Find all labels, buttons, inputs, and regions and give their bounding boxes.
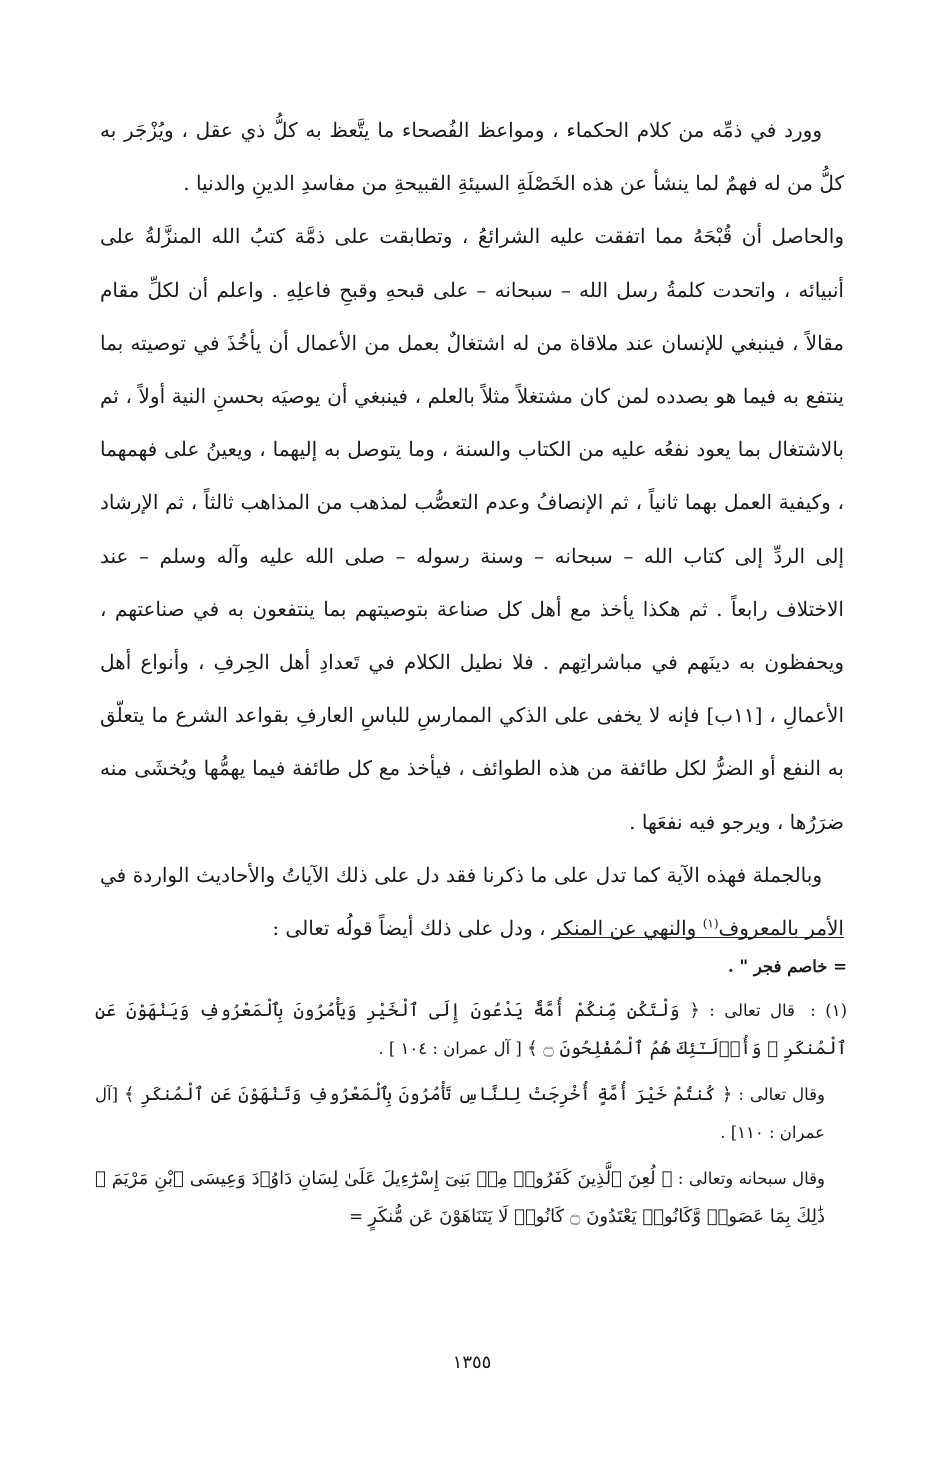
continuation-mark: = <box>349 1207 364 1226</box>
page-number: ١٣٥٥ <box>452 1352 492 1373</box>
quran-verse: ﴿ لُعِنَ ٱلَّذِينَ كَفَرُوا۟ مِنۢ بَنِىٓ إِسْرَٰٓءِيلَ عَلَىٰ لِسَانِ دَاوُۥدَ وَعِيسَى ٱبْنِ مَرْيَمَ ۚ ذَٰلِكَ بِمَا عَصَوا۟ وَّكَانُوا۟ يَعْتَدُونَ ۝ كَانُوا۟ لَا يَتَنَاهَوْنَ عَن مُّنكَرٍ <box>95 1168 825 1227</box>
footnote-item <box>95 1076 847 1152</box>
footnote-divider <box>554 937 844 938</box>
footnote-number: (١) : <box>810 1001 847 1020</box>
paragraph-3-end: والنهي عن المنكر ، ودل على ذلك أيضاً قولُه تعالى : <box>272 916 697 941</box>
main-text <box>100 104 844 955</box>
footnote-intro: قال تعالى : <box>709 1001 795 1020</box>
verse-reference: [ آل عمران : ١٠٤ ] . <box>378 1039 522 1058</box>
footnotes-section <box>95 948 847 1244</box>
footnote-item <box>95 1160 847 1236</box>
footnote-item <box>95 992 847 1068</box>
footnote-intro: وقال سبحانه وتعالى : <box>677 1169 825 1188</box>
paragraph-3 <box>100 849 844 955</box>
paragraph-3-text: وبالجملة فهذه الآية كما تدل على ما ذكرنا فقد دل على ذلك الآياتُ والأحاديث الواردة في الأمر بالمعروف <box>100 862 844 941</box>
paragraph-2: والحاصل أن قُبْحَهُ مما اتفقت عليه الشرائعُ ، وتطابقت على ذمَّة كتبُ الله المنزَّلةُ على أنبيائه ، واتحدت كلمةُ رسل الله – سبحانه – على قبحهِ وقبحِ فاعلِهِ . واعلم أن لكلِّ مقام مقالاً ، فينبغي للإنسان عند ملاقاة من له اشتغالٌ بعمل من الأعمال أن يأخُذَ في توصيته بما ينتفع به فيما هو بصدده لمن كان مشتغلاً مثلاً بالعلم ، فينبغي أن يوصيَه بحسنِ النية أولاً ، ثم بالاشتغال بما يعود نفعُه عليه من الكتاب والسنة ، وما يتوصل به إليهما ، ويعينُ على فهمهما ، وكيفية العمل بهما ثانياً ، ثم الإنصافُ وعدم التعصُّب لمذهب من المذاهب ثالثاً ، ثم الإرشاد إلى الردِّ إلى كتاب الله – سبحانه – وسنة رسوله – صلى الله عليه وآله وسلم – عند الاختلاف رابعاً . ثم هكذا يأخذ مع أهل كل صناعة بتوصيتهم بما ينتفعون به في صناعتهم ، ويحفظون به دينَهم في مباشراتِهم . فلا نطيل الكلام في تَعدادِ أهل الحِرفِ ، وأنواع أهل الأعمالِ ، [١١ب] فإنه لا يخفى على الذكي الممارسِ للباسِ العارفِ بقواعد الشرع ما يتعلّق به النفع أو الضرُّ لكل طائفة من هذه الطوائف ، فيأخذ مع كل طائفة فيما يهمُّها ويُخشَى منه ضرَرُها ، ويرجو فيه نفعَها . <box>100 224 845 834</box>
footnote-continuation: = خاصم فجر " . <box>727 957 847 976</box>
footnote-intro: وقال تعالى : <box>738 1085 825 1104</box>
paragraph-1: وورد في ذمِّه من كلام الحكماء ، ومواعظ الفُصحاء ما يتَّعظ به كلُّ ذي عقل ، ويُزْجَر به كلُّ من له فهمٌ لما ينشأ عن هذه الخَصْلَةِ السيئةِ القبيحةِ من مفاسدِ الدينِ والدنيا . <box>100 118 844 196</box>
quran-verse: ﴿ كُنتُمْ خَيْرَ أُمَّةٍ أُخْرِجَتْ لِلنَّاسِ تَأْمُرُونَ بِٱلْمَعْرُوفِ وَتَنْهَوْنَ عَنِ ٱلْمُنكَرِ ﴾ <box>123 1084 733 1105</box>
footnote-marker[interactable]: (١) <box>702 916 719 931</box>
quran-verse: ﴿ وَلْتَكُن مِّنكُمْ أُمَّةٌ يَدْعُونَ إِلَى ٱلْخَيْرِ وَيَأْمُرُونَ بِٱلْمَعْرُوفِ وَيَنْهَوْنَ عَنِ ٱلْمُنكَرِ ۚ وَأُو۟لَـٰٓئِكَ هُمُ ٱلْمُفْلِحُونَ ۝ ﴾ <box>95 1000 847 1059</box>
verse-reference: [آل عمران : ١١٠] . <box>95 1085 825 1142</box>
